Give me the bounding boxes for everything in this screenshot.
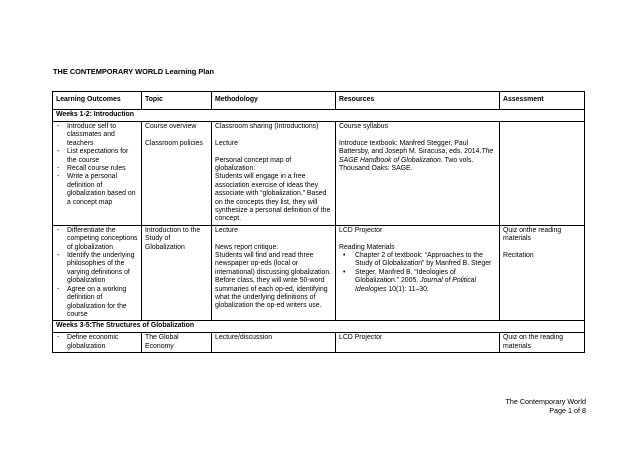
- list-item: - Recall course rules: [56, 165, 138, 173]
- assessment-text: Recitation: [503, 252, 534, 260]
- methodology-text: Students will engage in a free association exercise of ideas they associate with “globalization.” Based on the concepts they list, they will synthesize a personal definition of the concept.: [215, 173, 331, 223]
- list-item: - Write a personal definition of globalization based on a concept map: [56, 173, 138, 207]
- resources-cell: [336, 225, 500, 320]
- topic-text: Classroom policies: [145, 139, 203, 147]
- resource-text: Course syllabus: [339, 123, 389, 130]
- header-learning-outcomes: Learning Outcomes: [53, 92, 142, 110]
- table-row: [53, 225, 585, 320]
- header-methodology: Methodology: [212, 92, 336, 110]
- topic-cell: The Global Economy: [142, 333, 212, 353]
- reading-text: Chapter 2 of textbook: “Approaches to the Study of Globalization” by Manfred B. Steger: [355, 252, 492, 268]
- list-item: - Identify the underlying philosophies of the varying definitions of globalization: [56, 252, 138, 286]
- table-row: [53, 122, 585, 226]
- resource-title-italic: The SAGE Handbook of Globalization.: [339, 148, 494, 164]
- footer-page-number: Page 1 of 8: [549, 406, 586, 415]
- reading-text: Steger, Manfred B. “Ideologies of Globalization.” 2005.: [355, 268, 456, 285]
- methodology-text: News report critique:: [215, 243, 279, 251]
- week-section-row: [53, 321, 585, 333]
- outcomes-list: [56, 334, 138, 351]
- resources-cell: [336, 122, 500, 226]
- topic-text: Course overview: [145, 123, 197, 130]
- table-row: [53, 333, 585, 353]
- resource-text: LCD Projector: [339, 226, 383, 234]
- table-header-row: [53, 92, 585, 110]
- resource-text: Reading Materials: [339, 243, 395, 251]
- learning-plan-table: [52, 91, 585, 353]
- list-item: - Introduce self to classmates and teachers: [56, 123, 138, 148]
- outcomes-cell: [53, 225, 142, 320]
- resources-cell: LCD Projector: [336, 333, 500, 353]
- assessment-cell: [500, 225, 585, 320]
- outcomes-cell: [53, 122, 142, 226]
- list-item: [339, 252, 496, 269]
- methodology-text: Personal concept map of globalization:: [215, 156, 292, 172]
- methodology-cell: [212, 225, 336, 320]
- journal-title-italic: Journal of Political Ideologies: [355, 277, 477, 293]
- list-item: [339, 269, 496, 294]
- outcomes-cell: [53, 333, 142, 353]
- document-title: THE CONTEMPORARY WORLD Learning Plan: [53, 67, 214, 76]
- outcomes-list: [56, 123, 138, 207]
- topic-text: Introduction to the Study of Globalization: [145, 226, 201, 251]
- methodology-text: Students will find and read three newspaper op-eds (local or international) discussing globalization. Before class, they will write 50-word summaries of each op-ed, identifying what the underlying definitions of globalization the op-ed writers use.: [215, 252, 332, 310]
- week-section-row: [53, 110, 585, 122]
- methodology-text: Lecture: [215, 226, 238, 234]
- list-item: - List expectations for the course: [56, 148, 138, 165]
- page-footer: [505, 397, 586, 415]
- header-resources: Resources: [336, 92, 500, 110]
- assessment-cell: Quiz on the reading materials: [500, 333, 585, 353]
- list-item: - Agree on a working definition of globalization for the course: [56, 286, 138, 320]
- topic-cell: [142, 225, 212, 320]
- header-topic: Topic: [142, 92, 212, 110]
- assessment-cell: [500, 122, 585, 226]
- reading-list: [339, 252, 496, 294]
- footer-course-name: The Contemporary World: [505, 397, 586, 406]
- resource-text: [339, 140, 496, 174]
- methodology-cell: Lecture/discussion: [212, 333, 336, 353]
- list-item: - Differentiate the competing conceptions of globalization: [56, 227, 138, 252]
- week-3-5-label: Weeks 3-5:The Structures of Globalization: [53, 321, 585, 333]
- methodology-text: Classroom sharing (Introductions): [215, 123, 319, 130]
- list-item: - Define economic globalization: [56, 334, 138, 351]
- header-assessment: Assessment: [500, 92, 585, 110]
- topic-cell: [142, 122, 212, 226]
- outcomes-list: [56, 227, 138, 319]
- assessment-text: Quiz onthe reading materials: [503, 226, 562, 243]
- resource-text-part: Two vols. Thousand Oaks: SAGE.: [339, 156, 474, 173]
- resource-text-part: Introduce textbook: Manfred Stegger, Paul Battersby, and Joseph M. Siracusa, eds. 2014.: [339, 139, 482, 156]
- week-1-2-label: Weeks 1-2: Introduction: [53, 110, 585, 122]
- reading-text: 10(1): 11–30.: [386, 285, 429, 293]
- methodology-cell: [212, 122, 336, 226]
- methodology-text: Lecture: [215, 139, 238, 147]
